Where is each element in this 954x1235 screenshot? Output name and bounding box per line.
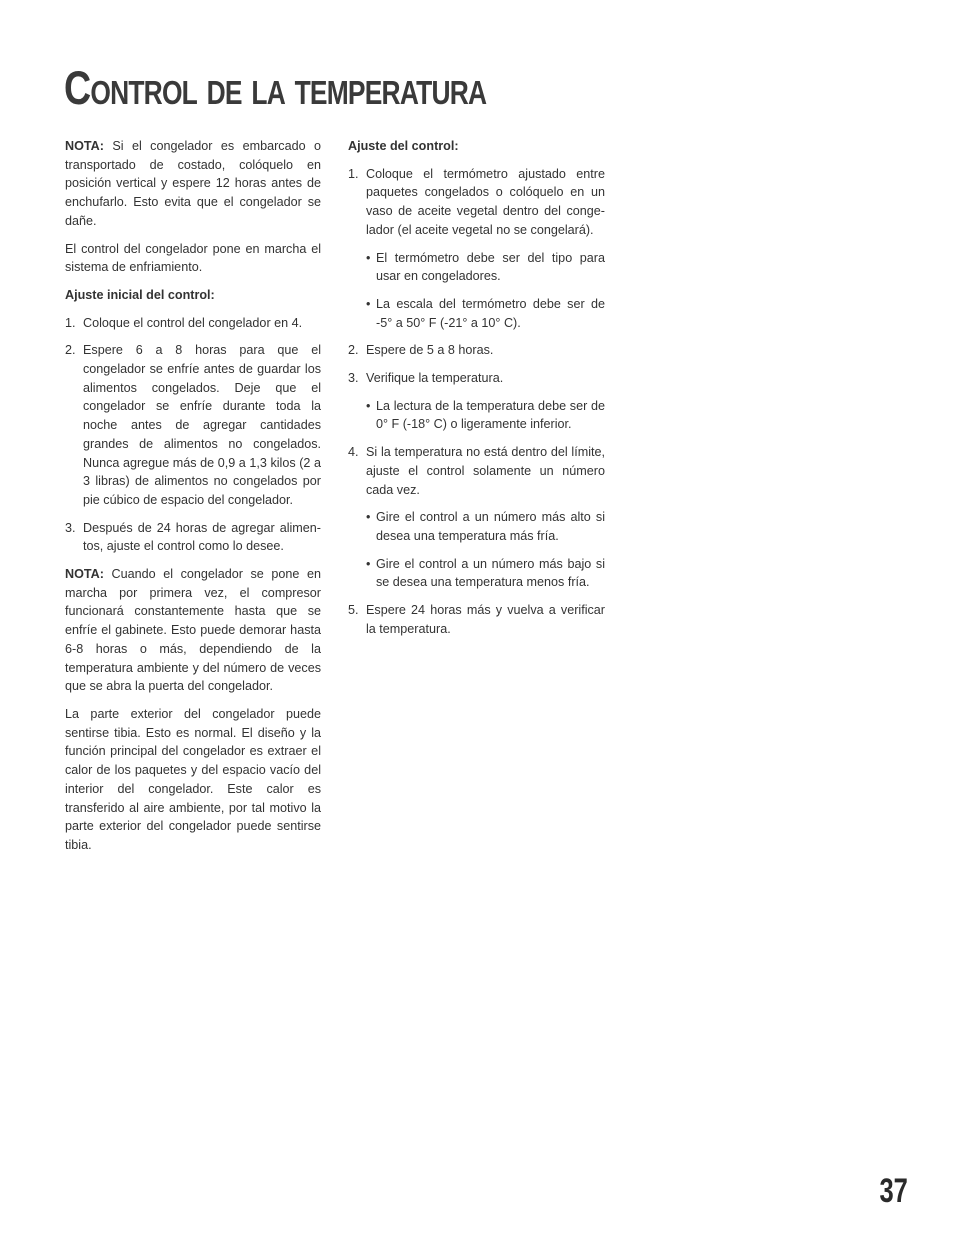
note-text: Si el congelador es embarcado o transportado de costado, colóquelo en posición vertical y espere 12 horas antes de enchufarlo. Esto evita que el congelador se dañe. <box>65 139 321 228</box>
list-number: 2. <box>65 343 76 358</box>
bullet-item <box>366 508 605 545</box>
list-number: 3. <box>65 520 76 535</box>
note-label: NOTA: <box>65 139 104 153</box>
control-setting-heading: Ajuste del control: <box>348 139 459 153</box>
list-text: Después de 24 horas de agregar alimentos, ajuste el control como lo desee. <box>83 520 321 554</box>
bullet-icon: • <box>366 510 371 525</box>
list-number: 1. <box>65 315 76 330</box>
list-text: Espere 24 horas más y vuelva a verificar la temperatura. <box>366 603 605 636</box>
list-item <box>348 369 605 388</box>
bullet-item <box>366 397 605 434</box>
bullet-text: La escala del termómetro debe ser de -5° a 50° F (-21° a 10° C). <box>376 296 605 330</box>
list-text: Coloque el control del congelador en 4. <box>83 315 303 330</box>
bullet-icon: • <box>366 296 371 311</box>
bullet-text: Gire el control a un número más alto si desea una temperatura más fría. <box>376 510 605 543</box>
list-item <box>65 314 321 333</box>
list-number: 3. <box>348 371 359 386</box>
list-text: Verifique la temperatura. <box>366 371 504 386</box>
list-number: 2. <box>348 343 359 358</box>
list-number: 5. <box>348 603 359 618</box>
list-number: 4. <box>348 445 359 460</box>
bullet-icon: • <box>366 250 371 265</box>
list-item <box>348 165 605 240</box>
bullet-icon: • <box>366 556 371 571</box>
list-number: 1. <box>348 166 359 181</box>
bullet-text: Gire el control a un número más bajo si se desea una temperatura menos fría. <box>376 556 605 590</box>
note-label: NOTA: <box>65 567 104 582</box>
left-column <box>65 137 321 864</box>
list-item <box>348 443 605 499</box>
bullet-icon: • <box>366 398 371 413</box>
bullet-item <box>366 295 605 332</box>
list-item <box>348 341 605 360</box>
page-title: Control de la temperatura <box>64 61 487 114</box>
note-shipping <box>65 137 321 231</box>
list-text: Espere 6 a 8 horas para que el congelador se enfríe antes de guardar los alimentos congelados. Deje que el congelador se enfríe durante toda la noche antes de agregar cantidades grandes de alimentos no congelados. Nunca agregue más de 0,9 a 1,3 kilos (2 a 3 libras) de alimentos no congelados por pie cúbico de espacio del congelador. <box>83 343 321 507</box>
list-item <box>65 519 321 556</box>
list-item <box>348 601 605 638</box>
exterior-warm-paragraph: La parte exterior del congelador puede sentirse tibia. Esto es normal. El diseño y la función principal del congelador es extraer el calor de los paquetes y del espacio vacío del interior del congelador. Este calor es transferido al aire ambiente, por tal motivo la parte exterior del congelador puede sentirse tibia. <box>65 706 321 852</box>
bullet-text: La lectura de la temperatura debe ser de 0° F (-18° C) o ligeramente inferior. <box>376 398 605 432</box>
note-compressor <box>65 565 321 696</box>
note-text: Cuando el congelador se pone en marcha por primera vez, el compresor funcionará constantemente hasta que se enfríe el gabinete. Esto puede demorar hasta 6-8 horas o más, dependiendo de la temperatura ambiente y del número de veces que se abra la puerta del congelador. <box>65 567 322 694</box>
bullet-item <box>366 555 605 592</box>
list-item <box>65 341 321 509</box>
list-text: Espere de 5 a 8 horas. <box>366 343 494 358</box>
list-text: Si la temperatura no está dentro del límite, ajuste el control solamente un número cada vez. <box>366 445 605 497</box>
bullet-text: El termómetro debe ser del tipo para usar en congeladores. <box>376 250 605 284</box>
cooling-system-paragraph: El control del congelador pone en marcha el sistema de enfriamiento. <box>65 241 321 275</box>
list-text: Coloque el termómetro ajustado entre paquetes congelados o colóquelo en un vaso de aceite vegetal dentro del congelador (el aceite vegetal no se congelará). <box>366 166 605 237</box>
right-column <box>348 137 605 647</box>
page-number: 37 <box>879 1172 908 1210</box>
bullet-item <box>366 249 605 286</box>
initial-setting-heading: Ajuste inicial del control: <box>65 287 215 302</box>
